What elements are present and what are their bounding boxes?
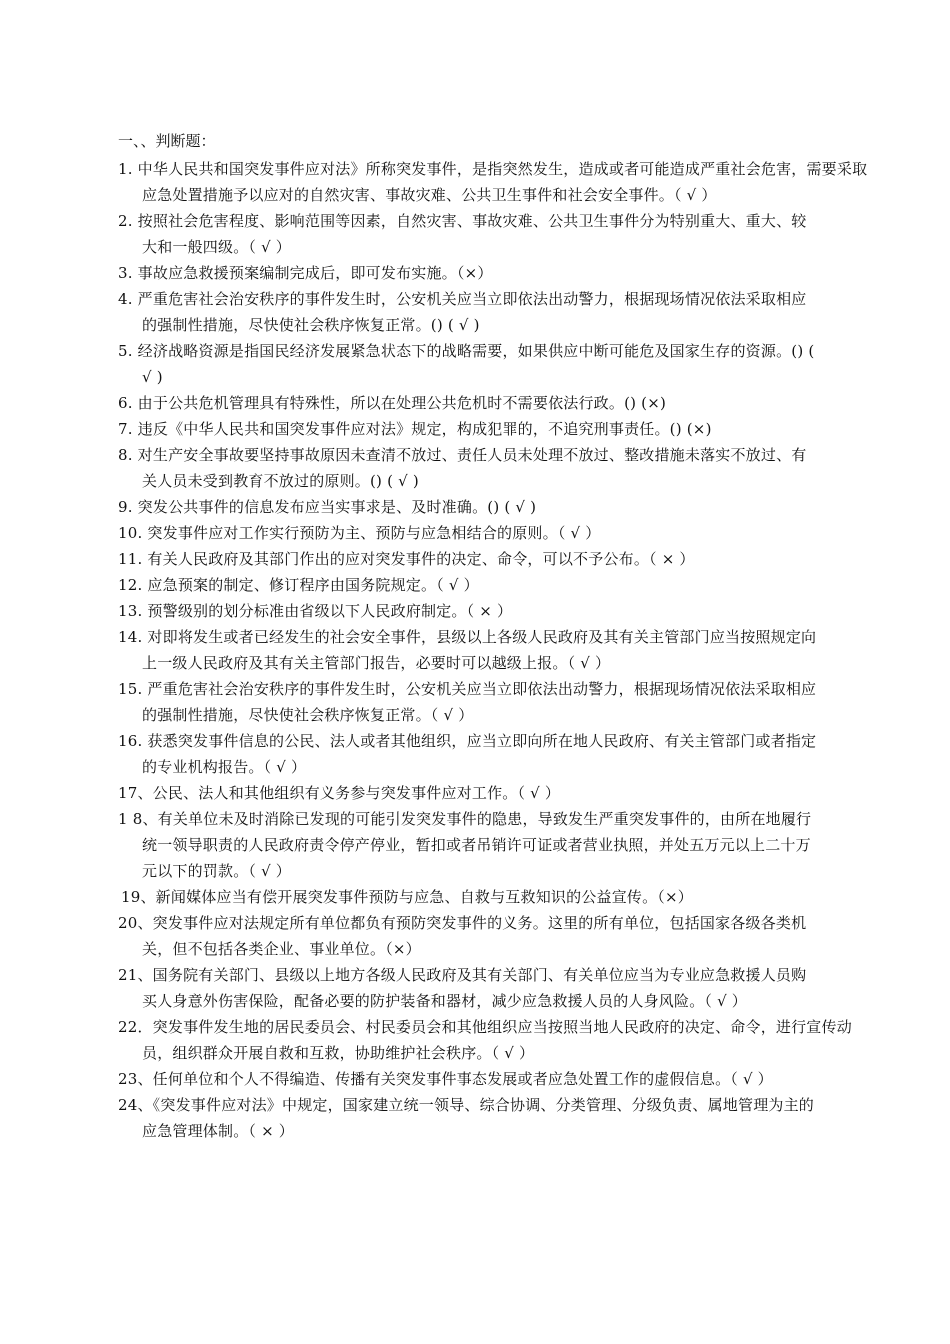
question-17: 17、公民、法人和其他组织有义务参与突发事件应对工作。（ √ ） (118, 784, 561, 802)
question-22: 22．突发事件发生地的居民委员会、村民委员会和其他组织应当按照当地人民政府的决定、命令，进行宣传动员，组织群众开展自救和互救，协助维护社会秩序。（ √ ） (118, 1018, 852, 1062)
question-5: 5. 经济战略资源是指国民经济发展紧急状态下的战略需要，如果供应中断可能危及国家生存的资源。() ( √ ) (118, 342, 815, 386)
question-15: 15. 严重危害社会治安秩序的事件发生时，公安机关应当立即依法出动警力，根据现场情况依法采取相应的强制性措施，尽快使社会秩序恢复正常。（ √ ） (118, 680, 817, 724)
question-19: 19、新闻媒体应当有偿开展突发事件预防与应急、自救与互救知识的公益宣传。（×） (121, 888, 693, 906)
question-3: 3. 事故应急救援预案编制完成后，即可发布实施。（×） (118, 264, 493, 282)
question-9: 9. 突发公共事件的信息发布应当实事求是、及时准确。() ( √ ) (118, 498, 537, 516)
document-body (118, 128, 878, 1144)
question-13: 13. 预警级别的划分标准由省级以下人民政府制定。（ × ） (118, 602, 513, 620)
question-11: 11. 有关人民政府及其部门作出的应对突发事件的决定、命令，可以不予公布。（ × ） (118, 550, 695, 568)
question-8: 8. 对生产安全事故要坚持事故原因未查清不放过、责任人员未处理不放过、整改措施未落实不放过、有关人员未受到教育不放过的原则。() ( √ ) (118, 446, 807, 490)
question-20: 20、突发事件应对法规定所有单位都负有预防突发事件的义务。这里的所有单位，包括国家各级各类机关，但不包括各类企业、事业单位。（×） (118, 914, 807, 958)
section-heading: 一、、判断题： (118, 132, 216, 150)
question-10: 10. 突发事件应对工作实行预防为主、预防与应急相结合的原则。（ √ ） (118, 524, 601, 542)
question-1: 1. 中华人民共和国突发事件应对法》所称突发事件，是指突然发生，造成或者可能造成严重社会危害，需要采取应急处置措施予以应对的自然灾害、事故灾难、公共卫生事件和社会安全事件。（ √ ） (118, 160, 868, 204)
question-16: 16. 获悉突发事件信息的公民、法人或者其他组织，应当立即向所在地人民政府、有关主管部门或者指定的专业机构报告。（ √ ） (118, 732, 817, 776)
question-12: 12. 应急预案的制定、修订程序由国务院规定。（ √ ） (118, 576, 479, 594)
question-6: 6. 由于公共危机管理具有特殊性，所以在处理公共危机时不需要依法行政。() (×) (118, 394, 667, 412)
question-18: 1 8、有关单位未及时消除已发现的可能引发突发事件的隐患，导致发生严重突发事件的，由所在地履行统一领导职责的人民政府责令停产停业，暂扣或者吊销许可证或者营业执照，并处五万元以上二十万元以下的罚款。（ √ ） (118, 810, 812, 880)
question-2: 2. 按照社会危害程度、影响范围等因素，自然灾害、事故灾难、公共卫生事件分为特别重大、重大、较大和一般四级。（ √ ） (118, 212, 807, 256)
question-24: 24、《突发事件应对法》中规定，国家建立统一领导、综合协调、分类管理、分级负责、属地管理为主的应急管理体制。（ × ） (118, 1096, 814, 1140)
question-14: 14. 对即将发生或者已经发生的社会安全事件，县级以上各级人民政府及其有关主管部门应当按照规定向上一级人民政府及其有关主管部门报告，必要时可以越级上报。（ √ ） (118, 628, 817, 672)
question-4: 4. 严重危害社会治安秩序的事件发生时，公安机关应当立即依法出动警力，根据现场情况依法采取相应的强制性措施，尽快使社会秩序恢复正常。() ( √ ) (118, 290, 807, 334)
question-23: 23、任何单位和个人不得编造、传播有关突发事件事态发展或者应急处置工作的虚假信息。（ √ ） (118, 1070, 773, 1088)
question-21: 21、国务院有关部门、县级以上地方各级人民政府及其有关部门、有关单位应当为专业应急救援人员购买人身意外伤害保险，配备必要的防护装备和器材，减少应急救援人员的人身风险。（ √ ） (118, 966, 807, 1010)
question-7: 7. 违反《中华人民共和国突发事件应对法》规定，构成犯罪的，不追究刑事责任。() (×) (118, 420, 712, 438)
